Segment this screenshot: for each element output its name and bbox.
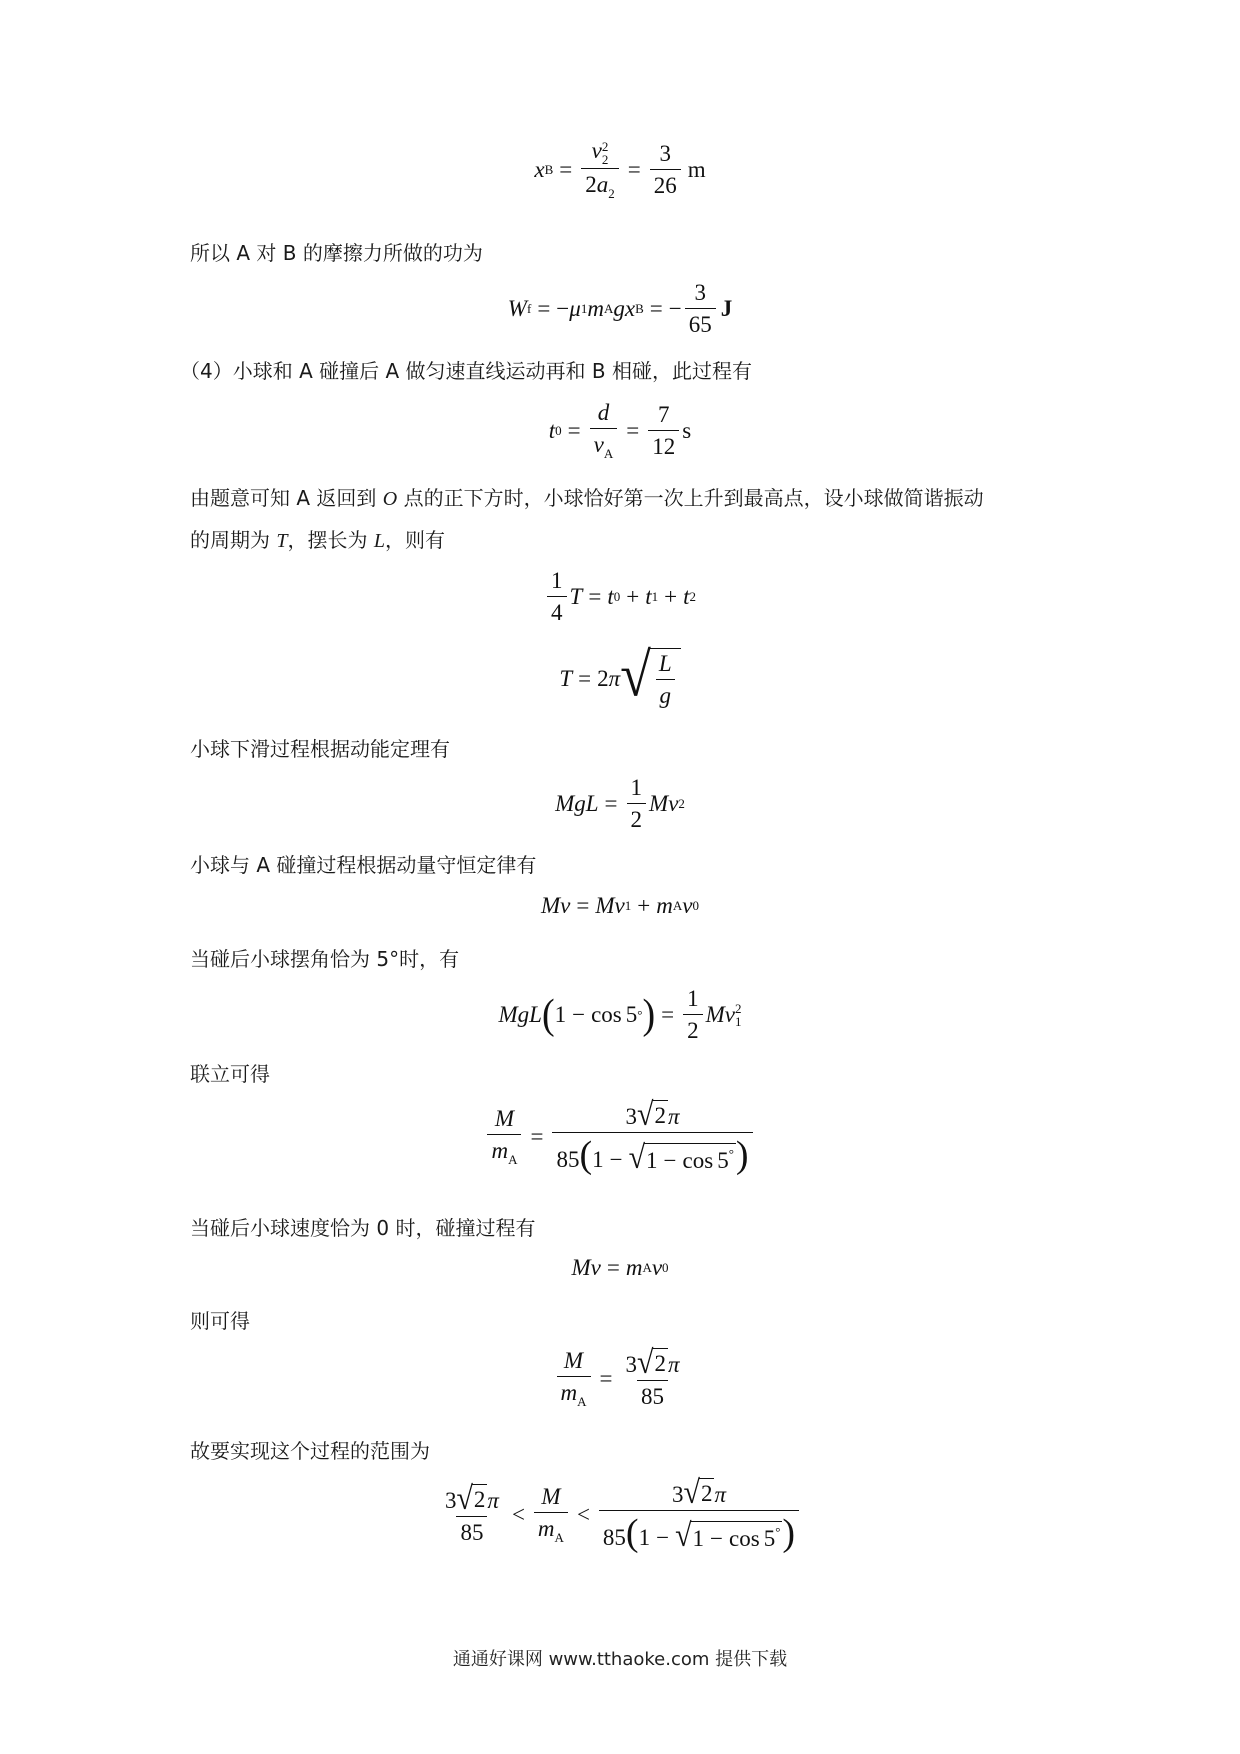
equation-pendulum-period: T = 2 π √ $\frac{L}{g}$	[0, 648, 1240, 709]
paragraph-friction-work: 所以 A 对 B 的摩擦力所做的功为	[190, 241, 483, 265]
paragraph-part4: （4）小球和 A 碰撞后 A 做匀速直线运动再和 B 相碰，此过程有	[180, 359, 752, 383]
equation-quarter-period: $\frac{1}{4}$ T = t 0 + t 1 + t 2	[0, 568, 1240, 626]
paragraph-range: 故要实现这个过程的范围为	[190, 1439, 430, 1463]
paragraph-zero-speed: 当碰后小球速度恰为 0 时，碰撞过程有	[190, 1216, 536, 1240]
paragraph-momentum: 小球与 A 碰撞过程根据动量守恒定律有	[190, 853, 537, 877]
paragraph-period-2: 的周期为 T，摆长为 L，则有	[190, 528, 445, 552]
equation-ratio-upper: $\frac{M}{m_A}$ = 3 √ 2 π 85(1 − √ 1 − cos 5° )	[0, 1100, 1240, 1174]
equation-xb: x B = v 2 2 $2a_2$ = $\frac{3}{26}$ m	[534, 138, 706, 201]
paragraph-then: 则可得	[190, 1309, 250, 1333]
paragraph-angle-5deg: 当碰后小球摆角恰为 5°时，有	[190, 947, 460, 971]
paragraph-period-1: 由题意可知 A 返回到 O 点的正下方时，小球恰好第一次上升到最高点，设小球做简谐振动	[190, 486, 984, 510]
paragraph-combine: 联立可得	[190, 1062, 270, 1086]
equation-angle-energy: MgL ( 1 − cos 5 ° ) = $\frac{1}{2}$ Mv 2 1	[498, 986, 742, 1043]
equation-ratio-lower: $\frac{M}{m_A}$ = 3 √ 2 π 85	[0, 1348, 1240, 1410]
equation-t0: t 0 = $\frac{d}{v_A}$ = $\frac{7}{12}$ s	[548, 400, 692, 461]
equation-momentum: Mv = Mv 1 + m A v 0	[541, 893, 699, 918]
paragraph-energy-theorem: 小球下滑过程根据动能定理有	[190, 737, 450, 761]
footer-watermark: 通通好课网 www.tthaoke.com 提供下载	[452, 1649, 788, 1670]
equation-range: 3 √ 2 π 85 < $\frac{M}{m_A}$ < 3 √ 2 π 85(1 − √ 1 − cos 5° )	[0, 1478, 1240, 1552]
equation-zero-speed: Mv = m A v 0	[571, 1255, 669, 1280]
equation-energy: MgL = $\frac{1}{2}$ Mv 2	[555, 775, 685, 832]
equation-wf: W f = − μ 1 m A g x B = − $\frac{3}{65}$ J	[507, 280, 733, 337]
